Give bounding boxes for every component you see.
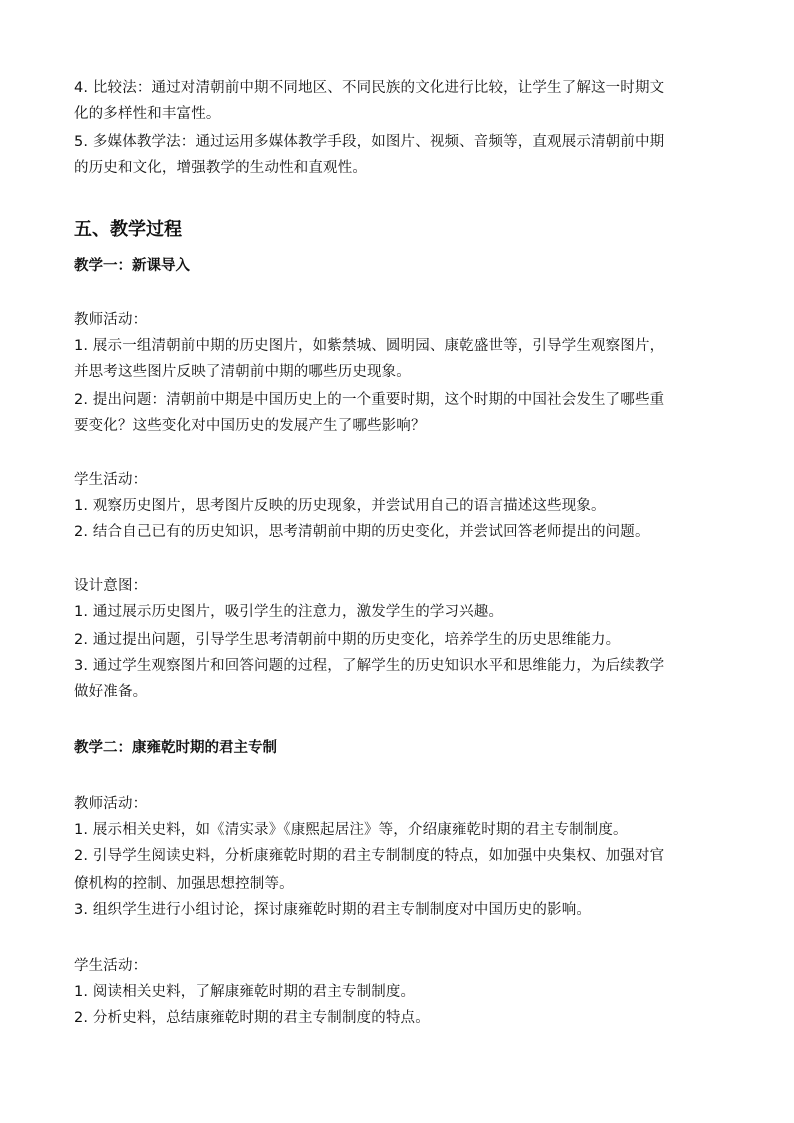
text-line: 2. 提出问题：清朝前中期是中国历史上的一个重要时期，这个时期的中国社会发生了哪些重	[74, 392, 665, 408]
text-line: 1. 观察历史图片，思考图片反映的历史现象，并尝试用自己的语言描述这些现象。	[74, 498, 606, 514]
text-line: 化的多样性和丰富性。	[74, 106, 221, 122]
teacher-label: 教师活动：	[74, 796, 148, 812]
text-line: 1. 展示一组清朝前中期的历史图片，如紫禁城、圆明园、康乾盛世等，引导学生观察图片，	[74, 338, 665, 354]
student-label: 学生活动：	[74, 958, 148, 974]
text-line: 1. 通过展示历史图片，吸引学生的注意力，激发学生的学习兴趣。	[74, 604, 504, 620]
design-label: 设计意图：	[74, 578, 148, 594]
teacher-label: 教师活动：	[74, 312, 148, 328]
text-line: 僚机构的控制、加强思想控制等。	[74, 876, 294, 892]
text-line: 2. 分析史料，总结康雍乾时期的君主专制制度的特点。	[74, 1010, 430, 1026]
text-line: 做好准备。	[74, 684, 148, 700]
text-line: 要变化？这些变化对中国历史的发展产生了哪些影响？	[74, 418, 426, 434]
text-line: 并思考这些图片反映了清朝前中期的哪些历史现象。	[74, 364, 411, 380]
text-line: 4. 比较法：通过对清朝前中期不同地区、不同民族的文化进行比较，让学生了解这一时期文	[74, 80, 665, 96]
text-line: 2. 通过提出问题，引导学生思考清朝前中期的历史变化，培养学生的历史思维能力。	[74, 632, 621, 648]
text-line: 2. 结合自己已有的历史知识，思考清朝前中期的历史变化，并尝试回答老师提出的问题。	[74, 524, 650, 540]
student-label: 学生活动：	[74, 472, 148, 488]
section-title: 五、教学过程	[74, 219, 182, 240]
part2-heading: 教学二：康雍乾时期的君主专制	[74, 740, 277, 756]
text-line: 3. 通过学生观察图片和回答问题的过程，了解学生的历史知识水平和思维能力，为后续教学	[74, 658, 665, 674]
text-line: 的历史和文化，增强教学的生动性和直观性。	[74, 160, 367, 176]
text-line: 1. 展示相关史料，如《清实录》《康熙起居注》等，介绍康雍乾时期的君主专制制度。	[74, 822, 628, 838]
text-line: 2. 引导学生阅读史料，分析康雍乾时期的君主专制制度的特点，如加强中央集权、加强对官	[74, 848, 665, 864]
text-line: 1. 阅读相关史料，了解康雍乾时期的君主专制制度。	[74, 984, 416, 1000]
part1-heading: 教学一：新课导入	[74, 258, 190, 274]
text-line: 5. 多媒体教学法：通过运用多媒体教学手段，如图片、视频、音频等，直观展示清朝前中期	[74, 134, 665, 150]
text-line: 3. 组织学生进行小组讨论，探讨康雍乾时期的君主专制制度对中国历史的影响。	[74, 902, 591, 918]
